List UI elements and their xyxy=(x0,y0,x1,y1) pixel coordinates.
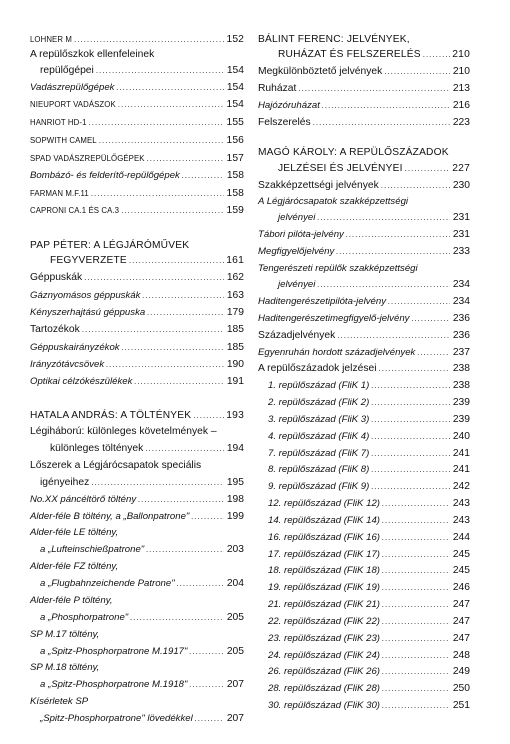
toc-entry xyxy=(258,563,470,579)
toc-dot-leader xyxy=(189,677,224,693)
toc-entry-title: Optikai célzókészülékek xyxy=(30,376,133,387)
toc-entry xyxy=(30,424,244,440)
toc-dot-leader xyxy=(84,270,224,286)
toc-entry-title: Lőszerek a Légjárócsapatok speciális xyxy=(30,460,202,471)
toc-entry-title: Géppuskák xyxy=(30,272,83,283)
toc-entry-title: Felszerelés xyxy=(258,117,311,128)
toc-entry-title: No.XX páncéltörő töltény xyxy=(30,494,137,505)
toc-dot-leader xyxy=(423,47,450,63)
toc-page-number: 154 xyxy=(226,82,244,93)
toc-entry-title: Megkülönböztető jelvények xyxy=(258,66,383,77)
toc-entry-title: BÁLINT FERENC: JELVÉNYEK, xyxy=(258,34,410,45)
toc-entry-title: a „Phosphorpatrone" xyxy=(40,612,129,623)
toc-entry xyxy=(258,530,470,546)
toc-page-number: 205 xyxy=(226,612,244,623)
toc-page-number: 159 xyxy=(226,205,244,216)
toc-entry xyxy=(258,446,470,462)
toc-entry-title: Irányzótávcsövek xyxy=(30,359,105,370)
toc-entry-title: 17. repülőszázad (FliK 17) xyxy=(268,549,380,560)
toc-page-number: 241 xyxy=(452,464,470,475)
toc-entry-title: Alder-féle B töltény, a „Ballonpatrone" xyxy=(30,511,190,522)
toc-page-number: 239 xyxy=(452,414,470,425)
toc-entry-title: 26. repülőszázad (FliK 26) xyxy=(268,666,380,677)
toc-page-number: 162 xyxy=(226,272,244,283)
toc-dot-leader xyxy=(134,374,224,390)
toc-dot-leader xyxy=(371,395,450,411)
toc-page-number: 210 xyxy=(452,49,470,60)
toc-entry-title: RUHÁZAT ÉS FELSZERELÉS xyxy=(278,49,421,60)
toc-entry-title: HATALA ANDRÁS: A TÖLTÉNYEK xyxy=(30,410,192,421)
toc-entry xyxy=(30,475,244,491)
toc-page-number: 203 xyxy=(226,544,244,555)
toc-dot-leader xyxy=(388,294,450,310)
toc-page-number: 244 xyxy=(452,532,470,543)
toc-dot-leader xyxy=(146,542,224,558)
toc-entry xyxy=(30,559,244,575)
toc-entry xyxy=(258,429,470,445)
toc-entry-title: 9. repülőszázad (FliK 9) xyxy=(268,481,370,492)
toc-dot-leader xyxy=(384,64,450,80)
toc-dot-leader xyxy=(191,509,224,525)
toc-dot-leader xyxy=(381,178,450,194)
toc-entry-title: Géppuskairányzékok xyxy=(30,342,120,353)
toc-page-number: 243 xyxy=(452,498,470,509)
toc-dot-leader xyxy=(346,227,450,243)
toc-entry xyxy=(30,322,244,338)
toc-entry-title: Gáznyomásos géppuskák xyxy=(30,290,141,301)
toc-entry xyxy=(258,631,470,647)
toc-dot-leader xyxy=(96,63,224,79)
toc-dot-leader xyxy=(382,698,450,714)
toc-entry xyxy=(258,496,470,512)
toc-page-number: 240 xyxy=(452,431,470,442)
toc-page-number: 234 xyxy=(452,279,470,290)
toc-page-number: 179 xyxy=(226,307,244,318)
toc-dot-leader xyxy=(382,648,450,664)
toc-page-number: 156 xyxy=(226,135,244,146)
toc-page-number: 238 xyxy=(452,380,470,391)
toc-page-number: 251 xyxy=(452,700,470,711)
toc-dot-leader xyxy=(382,614,450,630)
toc-entry-title: a „Flugbahnzeichende Patrone" xyxy=(40,578,175,589)
toc-entry xyxy=(30,644,244,660)
toc-page-number: 231 xyxy=(452,212,470,223)
toc-entry xyxy=(258,395,470,411)
toc-entry xyxy=(30,80,244,96)
toc-entry xyxy=(258,277,470,293)
toc-entry-title: FARMAN M.F.11 xyxy=(30,189,89,198)
toc-entry-title: Tengerészeti repülők szakképzettségi xyxy=(258,263,418,274)
toc-entry xyxy=(258,161,470,177)
toc-dot-leader xyxy=(336,244,450,260)
toc-page-number: 205 xyxy=(226,646,244,657)
toc-entry-title: 22. repülőszázad (FliK 22) xyxy=(268,616,380,627)
toc-entry xyxy=(30,357,244,373)
toc-dot-leader xyxy=(298,81,450,97)
toc-entry xyxy=(258,614,470,630)
toc-entry xyxy=(30,525,244,541)
toc-entry xyxy=(30,593,244,609)
toc-entry-title: Alder-féle P töltény, xyxy=(30,595,113,606)
toc-page-number: 238 xyxy=(452,363,470,374)
toc-page-number: 154 xyxy=(226,65,244,76)
toc-entry-title: igényeihez xyxy=(40,477,90,488)
toc-entry-title: Légiháború: különleges követelmények – xyxy=(30,426,217,437)
toc-entry-title: 16. repülőszázad (FliK 16) xyxy=(268,532,380,543)
toc-entry-title: MAGÓ KÁROLY: A REPÜLŐSZÁZADOK xyxy=(258,147,449,158)
toc-dot-leader xyxy=(317,277,450,293)
toc-entry xyxy=(258,130,470,146)
toc-entry xyxy=(258,227,470,243)
toc-entry xyxy=(30,270,244,286)
toc-entry-title: jelvényei xyxy=(278,279,316,290)
toc-entry xyxy=(30,458,244,474)
toc-entry xyxy=(258,145,470,161)
toc-page-number: 223 xyxy=(452,117,470,128)
toc-entry-title: a „Lufteinschießpatrone" xyxy=(40,544,145,555)
toc-dot-leader xyxy=(129,253,224,269)
toc-page-number: 185 xyxy=(226,324,244,335)
toc-entry xyxy=(30,47,244,63)
toc-entry xyxy=(30,340,244,356)
toc-entry xyxy=(258,479,470,495)
toc-dot-leader xyxy=(91,475,224,491)
toc-entry-title: SP M.18 töltény, xyxy=(30,662,100,673)
toc-entry xyxy=(30,115,244,131)
toc-entry xyxy=(258,580,470,596)
toc-entry-title: Kényszerhajtású géppuska xyxy=(30,307,146,318)
toc-page-number: 233 xyxy=(452,246,470,257)
toc-dot-leader xyxy=(147,305,224,321)
toc-entry xyxy=(258,47,470,63)
toc-page-number: 247 xyxy=(452,633,470,644)
toc-dot-leader xyxy=(382,513,450,529)
toc-dot-leader xyxy=(371,429,450,445)
toc-page-number: 163 xyxy=(226,290,244,301)
toc-dot-leader xyxy=(89,115,224,131)
toc-entry xyxy=(30,151,244,167)
toc-dot-leader xyxy=(411,311,450,327)
toc-page-number: 154 xyxy=(226,99,244,110)
toc-dot-leader xyxy=(147,151,224,167)
toc-dot-leader xyxy=(121,203,224,219)
toc-entry-title: SPAD VADÁSZREPÜLŐGÉPEK xyxy=(30,154,145,163)
toc-page-number: 227 xyxy=(452,163,470,174)
toc-entry-title: A repülőszkok ellenfeleinek xyxy=(30,49,155,60)
toc-dot-leader xyxy=(138,492,224,508)
toc-page-number: 204 xyxy=(226,578,244,589)
toc-entry xyxy=(30,542,244,558)
toc-entry xyxy=(30,133,244,149)
toc-page-number: 243 xyxy=(452,515,470,526)
toc-dot-leader xyxy=(382,547,450,563)
toc-entry xyxy=(30,576,244,592)
toc-entry-title: Alder-féle FZ töltény, xyxy=(30,561,119,572)
toc-page-number: 190 xyxy=(226,359,244,370)
toc-entry-title: Haditengerészetimegfigyelő-jelvény xyxy=(258,313,410,324)
toc-dot-leader xyxy=(382,496,450,512)
toc-dot-leader xyxy=(379,361,451,377)
toc-entry-title: A repülőszázadok jelzései xyxy=(258,363,377,374)
toc-entry xyxy=(258,412,470,428)
toc-page-number: 245 xyxy=(452,565,470,576)
toc-entry-title: Kísérletek SP xyxy=(30,696,89,707)
toc-entry xyxy=(30,220,244,236)
toc-entry xyxy=(258,311,470,327)
toc-page-number: 247 xyxy=(452,599,470,610)
toc-entry xyxy=(258,178,470,194)
toc-page-number: 157 xyxy=(226,153,244,164)
toc-dot-leader xyxy=(371,412,450,428)
toc-page-number: 248 xyxy=(452,650,470,661)
toc-dot-leader xyxy=(130,610,224,626)
toc-page-number: 236 xyxy=(452,330,470,341)
toc-entry xyxy=(258,648,470,664)
toc-dot-leader xyxy=(74,32,224,48)
toc-entry xyxy=(30,627,244,643)
toc-entry-title: FEGYVERZETE xyxy=(50,255,127,266)
toc-entry-title: Ruházat xyxy=(258,83,297,94)
toc-dot-leader xyxy=(82,322,224,338)
toc-entry-title: 19. repülőszázad (FliK 19) xyxy=(268,582,380,593)
toc-page-number: 242 xyxy=(452,481,470,492)
toc-page-number: 245 xyxy=(452,549,470,560)
toc-dot-leader xyxy=(382,681,450,697)
toc-entry-title: LOHNER M xyxy=(30,35,72,44)
toc-entry xyxy=(258,328,470,344)
toc-entry-title: Szakképzettségi jelvények xyxy=(258,180,379,191)
toc-entry xyxy=(258,345,470,361)
toc-dot-leader xyxy=(405,161,450,177)
toc-entry-title: 1. repülőszázad (FliK 1) xyxy=(268,380,370,391)
toc-page-number: 155 xyxy=(226,117,244,128)
toc-entry xyxy=(30,97,244,113)
toc-entry xyxy=(258,361,470,377)
toc-entry-title: 30. repülőszázad (FliK 30) xyxy=(268,700,380,711)
toc-entry xyxy=(258,664,470,680)
toc-entry xyxy=(258,194,470,210)
toc-page-number: 249 xyxy=(452,666,470,677)
toc-entry-title: NIEUPORT VADÁSZOK xyxy=(30,100,116,109)
toc-page-number: 158 xyxy=(226,188,244,199)
toc-entry xyxy=(258,210,470,226)
toc-entry-title: különleges töltények xyxy=(50,443,144,454)
toc-entry-title: 4. repülőszázad (FliK 4) xyxy=(268,431,370,442)
toc-page-number: 191 xyxy=(226,376,244,387)
toc-entry xyxy=(30,253,244,269)
toc-entry xyxy=(258,32,470,48)
toc-entry xyxy=(258,81,470,97)
toc-entry xyxy=(258,244,470,260)
toc-dot-leader xyxy=(193,408,224,424)
toc-entry xyxy=(30,186,244,202)
toc-page-number: 231 xyxy=(452,229,470,240)
toc-entry xyxy=(258,98,470,114)
toc-entry xyxy=(258,261,470,277)
toc-entry-title: 28. repülőszázad (FliK 28) xyxy=(268,683,380,694)
toc-page-number: 250 xyxy=(452,683,470,694)
toc-entry-title: 2. repülőszázad (FliK 2) xyxy=(268,397,370,408)
toc-dot-leader xyxy=(116,80,224,96)
toc-dot-leader xyxy=(382,631,450,647)
toc-entry-title: HANRIOT HD-1 xyxy=(30,118,87,127)
toc-page-number: 207 xyxy=(226,679,244,690)
toc-entry-title: jelvényei xyxy=(278,212,316,223)
toc-dot-leader xyxy=(337,328,450,344)
toc-entry-title: Megfigyelőjelvény xyxy=(258,246,335,257)
toc-dot-leader xyxy=(371,462,450,478)
toc-entry-title: 14. repülőszázad (FliK 14) xyxy=(268,515,380,526)
toc-entry-title: a „Spitz-Phosphorpatrone M.1917" xyxy=(40,646,188,657)
toc-page-number: 239 xyxy=(452,397,470,408)
toc-entry-title: 3. repülőszázad (FliK 3) xyxy=(268,414,370,425)
toc-page-number: 195 xyxy=(226,477,244,488)
toc-dot-leader xyxy=(91,186,224,202)
toc-entry xyxy=(30,288,244,304)
toc-dot-leader xyxy=(99,133,224,149)
toc-entry xyxy=(30,168,244,184)
toc-page-number: 152 xyxy=(226,34,244,45)
toc-dot-leader xyxy=(195,711,224,727)
toc-entry xyxy=(258,597,470,613)
toc-entry-title: 12. repülőszázad (FliK 12) xyxy=(268,498,380,509)
toc-entry xyxy=(30,711,244,727)
toc-entry-title: SP M.17 töltény, xyxy=(30,629,100,640)
toc-page-number: 161 xyxy=(226,255,244,266)
toc-dot-leader xyxy=(371,479,450,495)
toc-entry-title: Haditengerészetipilóta-jelvény xyxy=(258,296,386,307)
toc-page-number: 230 xyxy=(452,180,470,191)
toc-page-number: 234 xyxy=(452,296,470,307)
toc-entry-title: 21. repülőszázad (FliK 21) xyxy=(268,599,380,610)
toc-page-number: 193 xyxy=(226,410,244,421)
toc-page-number: 247 xyxy=(452,616,470,627)
toc-entry xyxy=(30,238,244,254)
toc-dot-leader xyxy=(417,345,450,361)
toc-page-number: 216 xyxy=(452,100,470,111)
toc-entry-title: Századjelvények xyxy=(258,330,336,341)
toc-dot-leader xyxy=(106,357,224,373)
toc-entry-title: Vadászrepülőgépek xyxy=(30,82,115,93)
toc-dot-leader xyxy=(122,340,224,356)
toc-entry xyxy=(30,305,244,321)
toc-page-number: 158 xyxy=(226,170,244,181)
toc-entry-title: Hajózóruházat xyxy=(258,100,320,111)
toc-entry-title: PAP PÉTER: A LÉGJÁRÓMŰVEK xyxy=(30,240,190,251)
toc-dot-leader xyxy=(145,441,224,457)
toc-page-number: 207 xyxy=(226,713,244,724)
toc-dot-leader xyxy=(313,115,450,131)
toc-page-number: 199 xyxy=(226,511,244,522)
toc-page-number: 198 xyxy=(226,494,244,505)
toc-entry-title: SOPWITH CAMEL xyxy=(30,136,97,145)
toc-entry xyxy=(30,441,244,457)
toc-dot-leader xyxy=(322,98,450,114)
toc-entry xyxy=(30,610,244,626)
toc-entry xyxy=(30,509,244,525)
toc-page-number: 194 xyxy=(226,443,244,454)
toc-dot-leader xyxy=(382,563,450,579)
toc-page-number: 237 xyxy=(452,347,470,358)
toc-entry xyxy=(30,203,244,219)
toc-entry xyxy=(30,63,244,79)
toc-entry-title: Alder-féle LE töltény, xyxy=(30,527,119,538)
toc-entry xyxy=(258,294,470,310)
toc-entry xyxy=(258,462,470,478)
toc-page-number: 213 xyxy=(452,83,470,94)
toc-dot-leader xyxy=(142,288,224,304)
toc-entry xyxy=(258,547,470,563)
toc-entry xyxy=(30,374,244,390)
toc-entry-title: 7. repülőszázad (FliK 7) xyxy=(268,448,370,459)
toc-page-number: 241 xyxy=(452,448,470,459)
toc-entry xyxy=(258,681,470,697)
toc-dot-leader xyxy=(317,210,450,226)
toc-entry-title: 8. repülőszázad (FliK 8) xyxy=(268,464,370,475)
toc-page-number: 246 xyxy=(452,582,470,593)
toc-entry xyxy=(258,64,470,80)
toc-dot-leader xyxy=(118,97,224,113)
toc-entry-title: Egyenruhán hordott századjelvények xyxy=(258,347,416,358)
toc-entry-title: „Spitz-Phosphorpatrone" lövedékkel xyxy=(40,713,193,724)
toc-entry-title: Tábori pilóta-jelvény xyxy=(258,229,344,240)
toc-dot-leader xyxy=(371,446,450,462)
toc-dot-leader xyxy=(382,580,450,596)
toc-entry-title: repülőgépei xyxy=(40,65,94,76)
toc-entry-title: a „Spitz-Phosphorpatrone M.1918" xyxy=(40,679,188,690)
toc-page-number: 185 xyxy=(226,342,244,353)
toc-entry xyxy=(258,115,470,131)
toc-dot-leader xyxy=(382,530,450,546)
toc-entry-title: 24. repülőszázad (FliK 24) xyxy=(268,650,380,661)
toc-entry xyxy=(30,492,244,508)
toc-entry xyxy=(30,660,244,676)
toc-entry xyxy=(30,391,244,407)
toc-page-number: 210 xyxy=(452,66,470,77)
toc-dot-leader xyxy=(371,378,450,394)
toc-entry xyxy=(30,677,244,693)
toc-entry xyxy=(30,694,244,710)
toc-dot-leader xyxy=(382,664,450,680)
toc-entry xyxy=(258,698,470,714)
toc-dot-leader xyxy=(182,168,224,184)
toc-entry xyxy=(30,32,244,48)
toc-entry-title: 18. repülőszázad (FliK 18) xyxy=(268,565,380,576)
toc-entry-title: CAPRONI CA.1 ÉS CA.3 xyxy=(30,206,120,215)
toc-entry xyxy=(258,513,470,529)
toc-entry-title: Bombázó- és felderítő-repülőgépek xyxy=(30,170,180,181)
toc-entry-title: JELZÉSEI ÉS JELVÉNYEI xyxy=(278,163,403,174)
toc-dot-leader xyxy=(189,644,224,660)
toc-entry xyxy=(258,378,470,394)
toc-dot-leader xyxy=(177,576,224,592)
toc-entry-title: A Légjárócsapatok szakképzettségi xyxy=(258,196,409,207)
toc-entry xyxy=(30,408,244,424)
toc-dot-leader xyxy=(382,597,450,613)
toc-entry-title: Tartozékok xyxy=(30,324,80,335)
toc-entry-title: 23. repülőszázad (FliK 23) xyxy=(268,633,380,644)
toc-page-number: 236 xyxy=(452,313,470,324)
